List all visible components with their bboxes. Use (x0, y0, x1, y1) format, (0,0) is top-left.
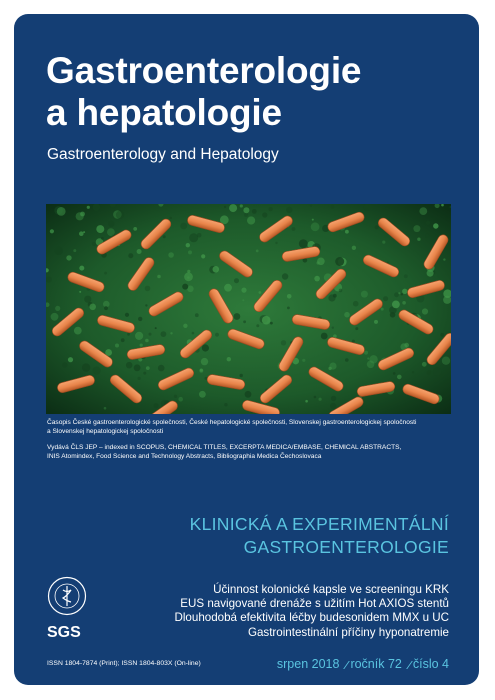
texture-dot (256, 250, 259, 253)
texture-dot (154, 403, 159, 408)
texture-dot (79, 231, 84, 236)
journal-cover (14, 14, 479, 685)
texture-dot (369, 355, 377, 363)
texture-dot (158, 365, 165, 372)
texture-dot (321, 333, 328, 340)
texture-dot (107, 228, 115, 236)
texture-dot (227, 357, 231, 361)
texture-dot (104, 272, 107, 275)
texture-dot (245, 391, 252, 398)
texture-dot (440, 333, 444, 337)
texture-dot (202, 344, 209, 351)
texture-dot (332, 327, 334, 329)
texture-dot (383, 296, 388, 301)
texture-dot (163, 235, 166, 238)
texture-dot (270, 322, 273, 325)
texture-dot (143, 372, 146, 375)
texture-dot (417, 238, 420, 241)
texture-dot (427, 270, 434, 277)
texture-dot (93, 367, 101, 375)
texture-dot (353, 301, 359, 307)
texture-dot (183, 324, 187, 328)
texture-dot (108, 221, 114, 227)
texture-dot (330, 403, 336, 409)
texture-dot (138, 317, 142, 321)
texture-dot (401, 293, 403, 295)
texture-dot (287, 294, 292, 299)
separator-slash (340, 661, 351, 669)
featured-topics (174, 583, 449, 640)
texture-dot (224, 284, 232, 292)
texture-dot (73, 249, 76, 252)
texture-dot (262, 212, 267, 217)
texture-dot (243, 207, 249, 213)
texture-dot (292, 227, 296, 231)
texture-dot (121, 338, 125, 342)
texture-dot (146, 366, 150, 370)
texture-dot (201, 358, 208, 365)
texture-dot (184, 272, 193, 281)
texture-dot (157, 275, 161, 279)
texture-dot (305, 400, 308, 403)
texture-dot (188, 250, 192, 254)
texture-dot (443, 258, 445, 260)
journal-societies-caption (47, 419, 457, 436)
cover-micrograph-image (46, 204, 451, 414)
texture-dot (178, 397, 183, 402)
topic-item: Gastrointestinální příčiny hyponatremie (247, 625, 449, 639)
texture-dot (243, 320, 246, 323)
texture-dot (92, 242, 96, 246)
texture-dot (55, 306, 60, 311)
texture-dot (241, 288, 246, 293)
texture-dot (425, 234, 429, 238)
texture-dot (96, 225, 104, 233)
texture-dot (422, 308, 428, 314)
issn-line: ISSN 1804-7874 (Print); ISSN 1804-803X (On-line) (47, 660, 201, 667)
texture-dot (381, 308, 384, 311)
texture-dot (382, 241, 385, 244)
texture-dot (62, 362, 67, 367)
texture-dot (352, 246, 356, 250)
texture-dot (394, 292, 399, 297)
texture-dot (76, 212, 84, 220)
issue-volume: ročník 72 (350, 657, 402, 671)
texture-dot (413, 225, 420, 232)
texture-dot (331, 205, 335, 209)
texture-dot (390, 312, 396, 318)
texture-dot (127, 333, 130, 336)
texture-dot (319, 398, 322, 401)
topic-item: EUS navigované drenáže s užitím Hot AXIOS stentů (180, 597, 449, 611)
texture-dot (79, 266, 84, 271)
caption-line: Časopis České gastroenterologické společnosti, České hepatologické společnosti, Slovenskej gastroenterologickej spoločnosti (47, 419, 417, 426)
separator-slash (402, 661, 413, 669)
issue-month: srpen 2018 (276, 657, 340, 671)
texture-dot (314, 276, 320, 282)
texture-dot (50, 229, 54, 233)
publisher-logo (45, 620, 91, 642)
topic-item: Účinnost kolonické kapsle ve screeningu KRK (213, 583, 449, 596)
publisher-mark: SGS (47, 624, 81, 641)
texture-dot (89, 304, 96, 311)
texture-dot (224, 403, 227, 406)
texture-dot (442, 357, 450, 365)
section-heading-line2: GASTROENTEROLOGIE (243, 537, 449, 557)
topic-item: Dlouhodobá efektivita léčby budesonidem MMX u UC (174, 611, 449, 625)
texture-dot (240, 374, 243, 377)
texture-dot (182, 284, 188, 290)
texture-dot (317, 258, 325, 266)
texture-dot (229, 204, 237, 212)
texture-dot (311, 222, 320, 231)
texture-dot (287, 307, 290, 310)
texture-dot (247, 216, 255, 224)
texture-dot (282, 273, 288, 279)
texture-dot (215, 333, 219, 337)
section-heading-line1: KLINICKÁ A EXPERIMENTÁLNÍ (189, 514, 449, 534)
texture-dot (412, 371, 414, 373)
journal-title-line1: Gastroenterologie (46, 50, 362, 91)
texture-dot (134, 364, 141, 371)
texture-dot (256, 324, 259, 327)
texture-dot (345, 358, 349, 362)
texture-dot (192, 332, 195, 335)
texture-dot (404, 274, 408, 278)
texture-dot (87, 206, 90, 209)
texture-dot (135, 332, 143, 340)
texture-dot (186, 243, 190, 247)
journal-indexing-caption (47, 444, 457, 461)
texture-dot (419, 207, 427, 215)
texture-dot (302, 359, 305, 362)
texture-dot (281, 340, 286, 345)
texture-dot (344, 312, 350, 318)
texture-dot (149, 333, 152, 336)
texture-dot (299, 239, 308, 248)
texture-dot (352, 340, 355, 343)
texture-dot (170, 217, 172, 219)
texture-dot (57, 207, 66, 216)
texture-dot (66, 255, 71, 260)
texture-dot (82, 363, 90, 371)
texture-dot (79, 291, 81, 293)
texture-dot (259, 291, 262, 294)
texture-dot (402, 301, 406, 305)
texture-dot (252, 209, 257, 214)
texture-dot (126, 362, 133, 369)
texture-dot (240, 204, 243, 207)
texture-dot (392, 301, 400, 309)
texture-dot (367, 357, 369, 359)
texture-dot (393, 372, 396, 375)
texture-dot (189, 233, 198, 242)
texture-dot (426, 221, 430, 225)
texture-dot (427, 370, 432, 375)
texture-dot (433, 223, 438, 228)
texture-dot (364, 351, 368, 355)
texture-dot (234, 313, 241, 320)
texture-dot (140, 344, 143, 347)
texture-dot (115, 344, 119, 348)
texture-dot (101, 237, 104, 240)
texture-dot (242, 299, 244, 301)
texture-dot (128, 253, 133, 258)
texture-dot (345, 230, 349, 234)
texture-dot (68, 357, 73, 362)
texture-dot (339, 289, 343, 293)
texture-dot (328, 367, 331, 370)
texture-dot (195, 313, 199, 317)
texture-dot (333, 294, 337, 298)
texture-dot (170, 332, 172, 334)
texture-dot (155, 327, 157, 329)
caption-line: a Slovenskej hepatologickej spoločnosti (47, 427, 164, 435)
caption-line: INIS Atomindex, Food Science and Technology Abstracts, Bibliographia Medica Čechoslovaca (47, 452, 322, 460)
texture-dot (361, 291, 368, 298)
texture-dot (51, 313, 59, 321)
texture-dot (104, 306, 108, 310)
texture-dot (433, 367, 442, 376)
texture-dot (224, 206, 226, 208)
bacteria-micrograph (46, 204, 451, 414)
society-seal-logo (47, 576, 87, 616)
texture-dot (312, 219, 314, 221)
texture-dot (125, 313, 129, 317)
texture-dot (55, 247, 63, 255)
texture-dot (374, 320, 378, 324)
texture-dot (83, 231, 85, 233)
texture-dot (310, 205, 312, 207)
issue-number: číslo 4 (412, 657, 449, 671)
texture-dot (104, 407, 107, 410)
texture-dot (174, 395, 177, 398)
texture-dot (168, 252, 174, 258)
caption-line: Vydává ČLS JEP – indexed in SCOPUS, CHEMICAL TITLES, EXCERPTA MEDICA/EMBASE, CHEMICAL ABSTRACTS, (47, 444, 402, 451)
texture-dot (213, 266, 220, 273)
texture-dot (275, 242, 277, 244)
texture-dot (397, 375, 402, 380)
texture-dot (314, 396, 317, 399)
texture-dot (375, 225, 379, 229)
texture-dot (145, 304, 147, 306)
texture-dot (244, 213, 248, 217)
texture-dot (402, 289, 407, 294)
texture-dot (161, 331, 167, 337)
texture-dot (74, 327, 82, 335)
texture-dot (201, 254, 205, 258)
texture-dot (145, 339, 149, 343)
journal-subtitle: Gastroenterology and Hepatology (47, 146, 279, 163)
journal-title-line2: a hepatologie (46, 92, 282, 133)
texture-dot (286, 207, 292, 213)
texture-dot (133, 227, 137, 231)
texture-dot (180, 223, 187, 230)
texture-dot (335, 257, 344, 266)
texture-dot (422, 362, 427, 367)
texture-dot (137, 249, 142, 254)
texture-dot (199, 391, 206, 398)
texture-dot (234, 278, 239, 283)
texture-dot (331, 396, 336, 401)
issue-info (277, 657, 449, 671)
texture-dot (145, 286, 151, 292)
texture-dot (262, 316, 271, 325)
texture-dot (199, 369, 203, 373)
texture-dot (138, 377, 141, 380)
texture-dot (116, 211, 124, 219)
texture-dot (364, 411, 367, 414)
texture-dot (355, 327, 358, 330)
texture-dot (269, 207, 273, 211)
texture-dot (84, 296, 91, 303)
